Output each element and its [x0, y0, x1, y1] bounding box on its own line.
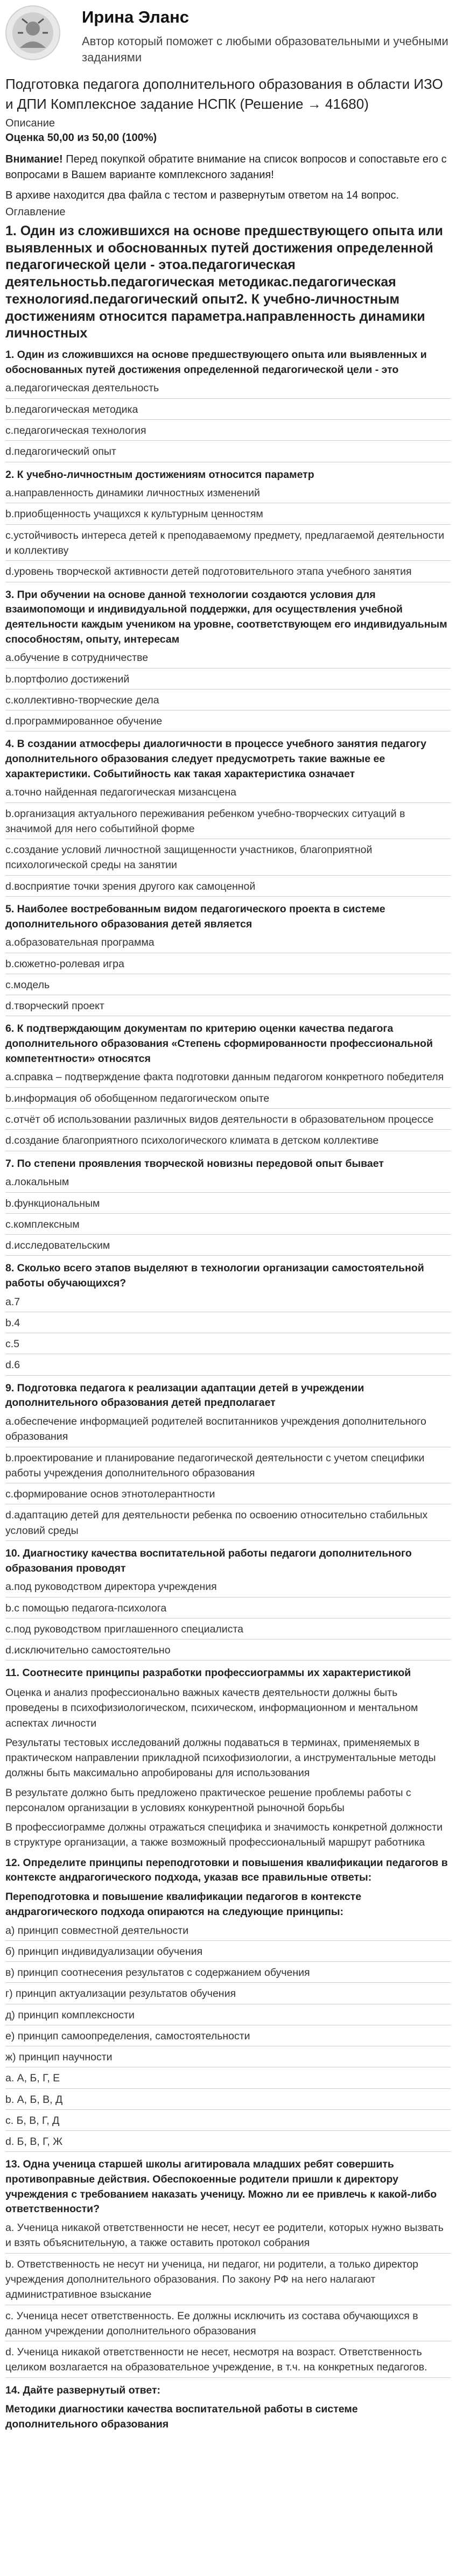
author-name[interactable]: Ирина Эланс	[82, 8, 190, 26]
question-text: 7. По степени проявления творческой новизны передовой опыт бывает	[5, 1157, 384, 1170]
q11-paragraph: В результате должно быть предложено практическое решение проблемы работы с персоналом организации в условиях конкурентной рыночной борьбы	[5, 1786, 411, 1814]
question-1	[5, 348, 451, 462]
answer-option[interactable]: c.создание условий личностной защищенности участников, благоприятной психологической среды на занятии	[5, 844, 373, 871]
author-card	[5, 0, 451, 69]
answer-option[interactable]: a.обучение в сотрудничестве	[5, 652, 149, 664]
divider	[5, 440, 451, 441]
question-text: 9. Подготовка педагога к реализации адаптации детей в учреждении дополнительного образования детей предполагает	[5, 1382, 364, 1409]
answer-option[interactable]: a.7	[5, 1296, 20, 1308]
question-text: 4. В создании атмосферы диалогичности в процессе учебного занятия педагогу дополнительного образования следует предусмотреть такие важные ее характеристики. Событийность как такая характеристика означает	[5, 738, 426, 780]
answer-option[interactable]: b.проектирование и планирование педагогической деятельности с учетом специфики работы учреждения дополнительного образования	[5, 1452, 425, 1479]
answer-option[interactable]: b.4	[5, 1317, 20, 1329]
question-text: 11. Соотнесите принципы разработки профессиограммы их характеристикой	[5, 1667, 411, 1679]
author-description: Автор который поможет с любыми образовательными и учебными заданиями	[82, 34, 448, 64]
answer-option[interactable]: c.коллективно-творческие дела	[5, 694, 159, 706]
answer-option[interactable]: b.приобщенность учащихся к культурным ценностям	[5, 508, 263, 520]
divider	[5, 560, 451, 561]
answer-option[interactable]: d.исследовательским	[5, 1240, 110, 1252]
answer-option[interactable]: d. Ученица никакой ответственности не несет, несмотря на возраст. Ответственность целиком возлагается на образовательное учреждение, в т.ч. на конкретных педагогов.	[5, 2346, 427, 2374]
question-13	[5, 2157, 451, 2377]
q12-subtitle: Переподготовка и повышение квалификации педагогов в контексте андрагогического подхода опираются на следующие принципы:	[5, 1891, 362, 1918]
files-note: В архиве находится два файла с тестом и развернутым ответом на 14 вопрос.	[5, 189, 399, 201]
page-title: Подготовка педагога дополнительного образования в области ИЗО и ДПИ Комплексное задание НСПК (Решение → 41680)	[5, 76, 443, 112]
answer-option[interactable]: b.информация об обобщенном педагогическом опыте	[5, 1092, 270, 1104]
answer-option[interactable]: d.6	[5, 1359, 20, 1371]
question-text: 12. Определите принципы переподготовки и повышения квалификации педагогов в контексте андрагогического подхода, указав все правильные ответы:	[5, 1856, 448, 1884]
question-3	[5, 588, 451, 732]
notice-bold: Внимание!	[5, 153, 63, 165]
divider	[5, 896, 451, 897]
answer-option[interactable]: b.педагогическая методика	[5, 403, 138, 416]
principle-item: б) принцип индивидуализации обучения	[5, 1945, 203, 1958]
question-5	[5, 902, 451, 1016]
answer-option[interactable]: c.под руководством приглашенного специалиста	[5, 1623, 243, 1635]
answer-option[interactable]: c.педагогическая технология	[5, 424, 146, 437]
table-of-contents: 1. Один из сложившихся на основе предшествующего опыта или выявленных и обоснованных путей достижения определенной педагогической цели - этоа.педагогическая деятельностьb.педагогическая методикac.педагогическая технологияd.педагогический опыт2. К учебно-личностным достижениям относится параметра.направленность динамики личностных	[5, 223, 443, 341]
questions-list	[5, 348, 451, 1660]
answer-option[interactable]: a.образовательная программа	[5, 937, 155, 949]
answer-option[interactable]: c. Б, В, Г, Д	[5, 2114, 60, 2127]
answer-option[interactable]: b.портфолио достижений	[5, 673, 130, 685]
question-text: 2. К учебно-личностным достижениям относится параметр	[5, 468, 314, 481]
answer-option[interactable]: d.создание благоприятного психологического климата в детском коллективе	[5, 1135, 379, 1147]
answer-option[interactable]: c.модель	[5, 979, 50, 991]
answer-option[interactable]: d.исключительно самостоятельно	[5, 1644, 171, 1657]
answer-option[interactable]: d. Б, В, Г, Ж	[5, 2136, 63, 2148]
notice-text	[5, 152, 451, 183]
question-14	[5, 2383, 451, 2432]
answer-option[interactable]: b. Ответственность не несут ни ученица, ни педагог, ни родители, а только директор учреждения дополнительного образования. По закону РФ на него налагают административное взыскание	[5, 2258, 419, 2301]
question-text: 14. Дайте развернутый ответ:	[5, 2384, 161, 2396]
q11-paragraph: Результаты тестовых исследований должны подаваться в терминах, применяемых в практическом направлении прикладной психофизиологии, а инструментальные методы должны быть максимально апробированы для использования	[5, 1736, 436, 1779]
answer-option[interactable]: c.отчёт об использовании различных видов деятельности в образовательном процессе	[5, 1114, 434, 1126]
answer-option[interactable]: c.формирование основ этнотолерантности	[5, 1488, 215, 1501]
question-text: 13. Одна ученица старшей школы агитировала младших ребят совершить противоправные действия. Обеспокоенные родители пришли к директору учреждения с требованием наказать ученицу. Можно ли ее привлечь к какой-либо ответственности?	[5, 2158, 437, 2215]
q11-paragraph: В профессиограмме должны отражаться специфика и значимость конкретной должности в структуре организации, а также возможный профессиональный маршрут работника	[5, 1821, 443, 1849]
question-text: 3. При обучении на основе данной технологии создаются условия для взаимопомощи и индивидуальной поддержки, для осуществления учебной деятельности каждым учеником на уровне, соответствующем его индивидуальным способностям, опыту, интересам	[5, 588, 447, 645]
question-text: 5. Наиболее востребованным видом педагогического проекта в системе дополнительного образования детей является	[5, 903, 385, 930]
question-12	[5, 1856, 451, 2152]
q11-paragraph: Оценка и анализ профессионально важных качеств деятельности должны быть проведены в психофизиологическом, психическом, информационном и ментальном аспектах личности	[5, 1687, 418, 1729]
principle-item: а) принцип совместной деятельности	[5, 1924, 189, 1937]
answer-option[interactable]: a.обеспечение информацией родителей воспитанников учреждения дополнительного образования	[5, 1416, 426, 1443]
divider	[5, 1540, 451, 1541]
question-2	[5, 468, 451, 582]
q12-principles	[5, 1923, 451, 2068]
divider	[5, 524, 451, 525]
question-text: 8. Сколько всего этапов выделяют в технологии организации самостоятельной работы обучающихся?	[5, 1262, 424, 1289]
answer-option[interactable]: a. Ученица никакой ответственности не несет, несут ее родители, которых нужно вызвать и взять объяснительную, а также оставить протокол собрания	[5, 2222, 444, 2249]
answer-option[interactable]: b.функциональным	[5, 1197, 100, 1209]
answer-option[interactable]: a. А, Б, Г, Е	[5, 2072, 60, 2085]
answer-option[interactable]: d.адаптацию детей для деятельности ребенка по освоению относительно стабильных условий среды	[5, 1509, 428, 1537]
question-text: 10. Диагностику качества воспитательной работы педагоги дополнительного образования проводят	[5, 1547, 412, 1574]
author-avatar[interactable]	[5, 5, 60, 60]
question-text: 1. Один из сложившихся на основе предшествующего опыта или выявленных и обоснованных путей достижения определенной педагогической цели - это	[5, 349, 427, 376]
divider	[5, 1234, 451, 1235]
score-text: Оценка 50,00 из 50,00 (100%)	[5, 131, 157, 144]
divider	[5, 1375, 451, 1376]
question-8	[5, 1261, 451, 1375]
question-7	[5, 1157, 451, 1256]
divider	[5, 1192, 451, 1193]
answer-option[interactable]: a.точно найденная педагогическая мизансцена	[5, 786, 236, 799]
principle-item: г) принцип актуализации результатов обучения	[5, 1988, 236, 2000]
divider	[5, 1108, 451, 1109]
description-label: Описание	[5, 117, 55, 129]
answer-option[interactable]: d.творческий проект	[5, 1000, 104, 1012]
answer-option[interactable]: a.педагогическая деятельность	[5, 382, 159, 395]
answer-option[interactable]: b.сюжетно-ролевая игра	[5, 958, 124, 970]
q14-subtitle: Методики диагностики качества воспитательной работы в системе дополнительного образования	[5, 2403, 358, 2430]
answer-option[interactable]: a.локальным	[5, 1176, 69, 1188]
answer-option[interactable]: c.комплексным	[5, 1218, 80, 1230]
question-9	[5, 1381, 451, 1541]
divider	[5, 1087, 451, 1088]
answer-option[interactable]: d.программированное обучение	[5, 715, 163, 728]
answer-option[interactable]: b. А, Б, В, Д	[5, 2093, 63, 2106]
divider	[5, 1213, 451, 1214]
notice-body: Перед покупкой обратите внимание на список вопросов и сопоставьте его с вопросами в Вашем варианте комплексного задания!	[5, 153, 447, 181]
divider	[5, 419, 451, 420]
principle-item: ж) принцип научности	[5, 2051, 113, 2064]
answer-option[interactable]: c.устойчивость интереса детей к преподаваемому предмету, предлагаемой деятельности и коллективу	[5, 529, 445, 557]
answer-option[interactable]: b.организация актуального переживания ребенком учебно-творческих ситуаций в значимой для него событийной форме	[5, 807, 405, 835]
divider	[5, 1255, 451, 1256]
answer-option[interactable]: d.педагогический опыт	[5, 446, 116, 458]
divider	[5, 1129, 451, 1130]
avatar-image-icon	[11, 11, 54, 54]
divider	[5, 398, 451, 399]
principle-item: в) принцип соотнесения результатов с содержанием обучения	[5, 1967, 310, 1979]
question-4	[5, 737, 451, 897]
question-text: 6. К подтверждающим документам по критерию оценки качества педагога дополнительного образования «Степень сформированности профессиональной компетентности» относятся	[5, 1023, 433, 1065]
answer-option[interactable]: b.с помощью педагога-психолога	[5, 1602, 167, 1614]
question-10	[5, 1546, 451, 1660]
question-11	[5, 1666, 451, 1850]
answer-option[interactable]: d.восприятие точки зрения другого как самоценной	[5, 880, 256, 892]
answer-option[interactable]: c.5	[5, 1338, 20, 1350]
question-6	[5, 1022, 451, 1151]
answer-option[interactable]: a.направленность динамики личностных изменений	[5, 487, 260, 499]
principle-item: д) принцип комплексности	[5, 2009, 135, 2021]
answer-option[interactable]: c. Ученица несет ответственность. Ее должны исключить из состава обучающихся в данном учреждении дополнительного образования	[5, 2310, 418, 2337]
answer-option[interactable]: a.под руководством директора учреждения	[5, 1581, 217, 1593]
divider	[5, 875, 451, 876]
answer-option[interactable]: d.уровень творческой активности детей подготовительного этапа учебного занятия	[5, 566, 412, 578]
toc-label: Оглавление	[5, 206, 66, 218]
principle-item: е) принцип самоопределения, самостоятельности	[5, 2030, 250, 2042]
answer-option[interactable]: a.справка – подтверждение факта подготовки данным педагогом конкретного победителя	[5, 1071, 444, 1083]
q12-answers	[5, 2071, 451, 2152]
